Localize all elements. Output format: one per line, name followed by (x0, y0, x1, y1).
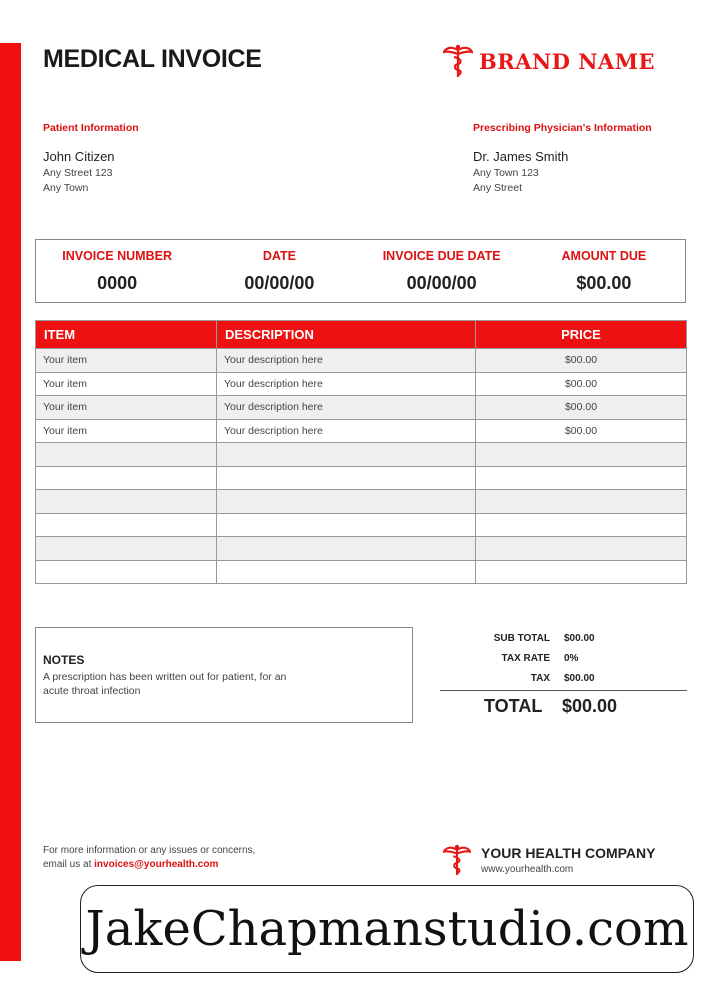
company-block (443, 843, 655, 877)
patient-info-label: Patient Information (43, 122, 139, 134)
footer-email-prefix: email us at (43, 859, 92, 870)
caduceus-icon (443, 843, 471, 877)
table-row (36, 537, 687, 561)
watermark-banner: JakeChapmanstudio.com (80, 885, 694, 973)
items-table (35, 320, 687, 584)
table-row (36, 490, 687, 514)
cell-price: $00.00 (476, 396, 687, 420)
physician-info-label: Prescribing Physician's Information (473, 122, 652, 134)
totals-divider (440, 690, 687, 691)
physician-name: Dr. James Smith (473, 149, 569, 164)
cell-description: Your description here (217, 372, 476, 396)
cell-price (476, 466, 687, 490)
cell-item: Your item (36, 419, 217, 443)
brand-name: BRAND NAME (479, 48, 655, 74)
summary-label: INVOICE NUMBER (62, 249, 172, 263)
table-row (36, 466, 687, 490)
cell-description (217, 443, 476, 467)
summary-label: INVOICE DUE DATE (382, 249, 501, 263)
physician-line1: Any Town 123 (473, 167, 539, 179)
total-value: $00.00 (562, 696, 618, 716)
company-name: YOUR HEALTH COMPANY (481, 845, 656, 861)
tax-label: TAX (530, 673, 550, 684)
subtotal-row (440, 633, 595, 644)
subtotal-label: SUB TOTAL (493, 633, 550, 644)
patient-name: John Citizen (43, 149, 115, 164)
table-row (36, 443, 687, 467)
table-row (36, 396, 687, 420)
cell-description (217, 466, 476, 490)
cell-price (476, 560, 687, 584)
patient-street: Any Street 123 (43, 167, 113, 179)
cell-description: Your description here (217, 349, 476, 373)
cell-item (36, 537, 217, 561)
cell-item: Your item (36, 396, 217, 420)
patient-town: Any Town (43, 182, 89, 194)
tax-row (440, 673, 595, 684)
footer-contact (43, 844, 255, 872)
tax-rate-row (440, 653, 595, 664)
summary-date (198, 240, 360, 302)
subtotal-value: $00.00 (564, 633, 595, 644)
column-header-description: DESCRIPTION (217, 321, 476, 349)
summary-label: DATE (262, 249, 296, 263)
cell-price: $00.00 (476, 372, 687, 396)
summary-amount-due (523, 240, 685, 302)
cell-price (476, 490, 687, 514)
cell-item (36, 513, 217, 537)
table-row (36, 560, 687, 584)
tax-value: $00.00 (564, 673, 595, 684)
summary-label: AMOUNT DUE (561, 249, 647, 263)
cell-description: Your description here (217, 396, 476, 420)
table-header-row (36, 321, 687, 349)
physician-line2: Any Street (473, 182, 523, 194)
cell-description: Your description here (217, 419, 476, 443)
brand-logo (443, 44, 655, 78)
notes-text: A prescription has been written out for patient, for an acute throat infection (43, 671, 287, 697)
caduceus-icon (443, 44, 473, 78)
page-title: MEDICAL INVOICE (43, 45, 262, 73)
summary-value: 0000 (97, 273, 138, 293)
column-header-price: PRICE (476, 321, 687, 349)
summary-value: 00/00/00 (244, 273, 315, 293)
totals-block (440, 633, 595, 684)
tax-rate-label: TAX RATE (501, 653, 550, 664)
cell-price (476, 537, 687, 561)
notes-box (35, 627, 413, 723)
summary-invoice-number (36, 240, 198, 302)
invoice-summary (35, 239, 686, 303)
cell-price: $00.00 (476, 419, 687, 443)
summary-due-date (361, 240, 523, 302)
table-row (36, 349, 687, 373)
cell-price (476, 443, 687, 467)
summary-value: $00.00 (576, 273, 632, 293)
cell-price: $00.00 (476, 349, 687, 373)
tax-rate-value: 0% (564, 653, 579, 664)
cell-item: Your item (36, 349, 217, 373)
cell-description (217, 490, 476, 514)
patient-info (43, 122, 139, 196)
cell-item (36, 466, 217, 490)
company-url[interactable]: www.yourhealth.com (481, 864, 574, 875)
column-header-item: ITEM (36, 321, 217, 349)
footer-email-link[interactable]: invoices@yourhealth.com (94, 859, 219, 870)
cell-item (36, 443, 217, 467)
cell-item (36, 490, 217, 514)
cell-description (217, 537, 476, 561)
cell-description (217, 560, 476, 584)
table-row (36, 372, 687, 396)
total-label: TOTAL (484, 696, 543, 716)
cell-item: Your item (36, 372, 217, 396)
footer-line2 (43, 858, 255, 872)
table-row (36, 513, 687, 537)
table-row (36, 419, 687, 443)
footer-line1: For more information or any issues or concerns, (43, 845, 256, 856)
summary-value: 00/00/00 (406, 273, 477, 293)
notes-title: NOTES (43, 653, 85, 667)
cell-price (476, 513, 687, 537)
accent-sidebar (0, 43, 21, 961)
cell-description (217, 513, 476, 537)
cell-item (36, 560, 217, 584)
physician-info (473, 122, 652, 196)
